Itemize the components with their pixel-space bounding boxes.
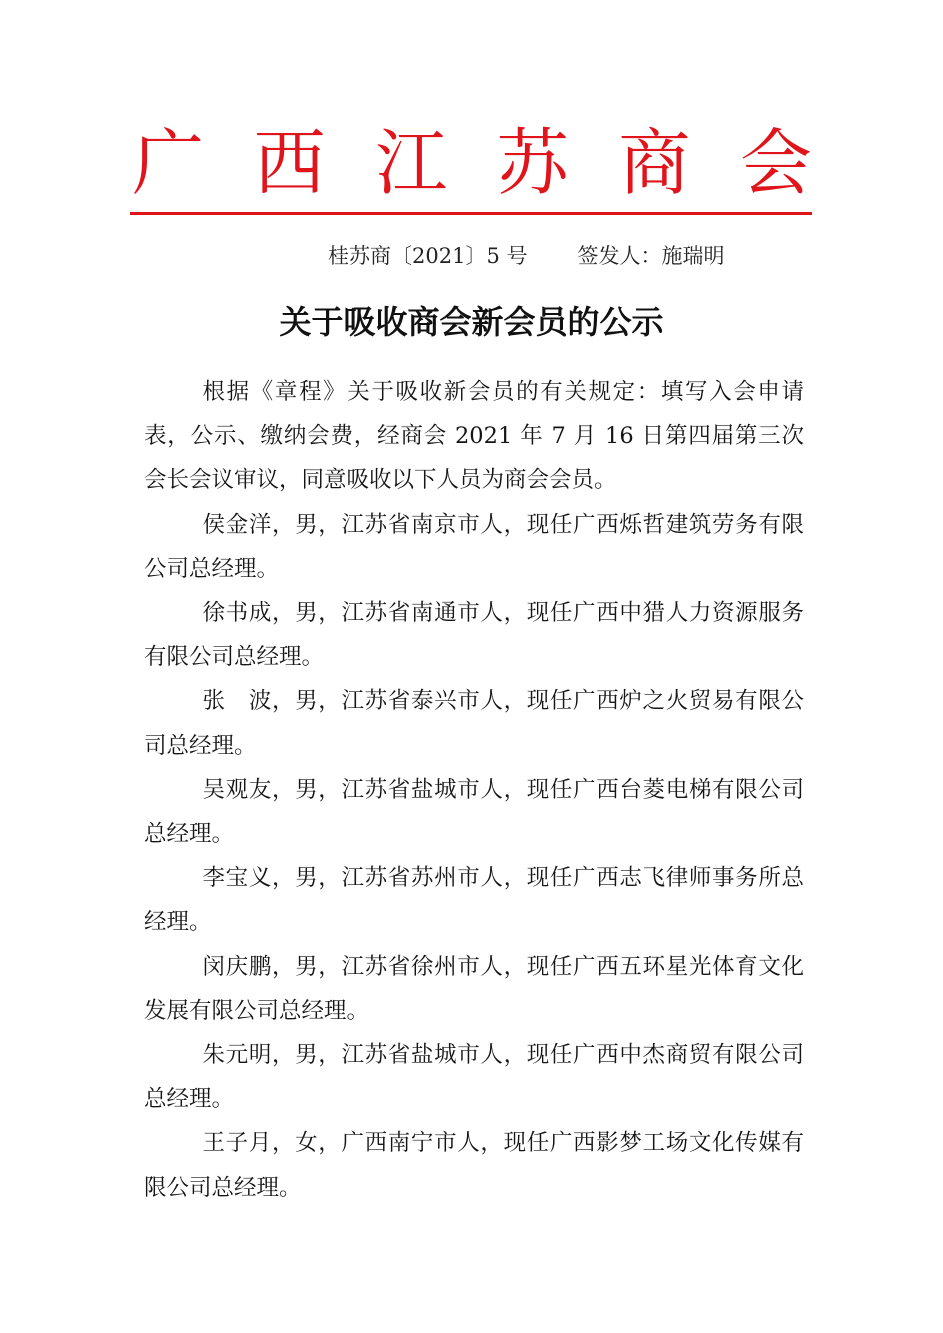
member-paragraph: 侯金洋，男，江苏省南京市人，现任广西烁哲建筑劳务有限公司总经理。 [144, 511, 804, 582]
member-paragraph: 朱元明，男，江苏省盐城市人，现任广西中杰商贸有限公司总经理。 [144, 1042, 804, 1113]
member-paragraph: 李宝义，男，江苏省苏州市人，现任广西志飞律师事务所总经理。 [144, 865, 804, 936]
org-name-char: 商 [618, 121, 691, 205]
notice-title: 关于吸收商会新会员的公示 [279, 303, 664, 341]
intro-paragraph: 根据《章程》关于吸收新会员的有关规定：填写入会申请表，公示、缴纳会费，经商会 2021 年 7 月 16 日第四届第三次会长会议审议，同意吸收以下人员为商会会员。 [144, 379, 804, 494]
organization-name-header [132, 118, 812, 208]
org-name-char: 苏 [496, 121, 569, 205]
member-paragraph: 王子月，女，广西南宁市人，现任广西影梦工场文化传媒有限公司总经理。 [144, 1130, 804, 1201]
member-paragraph: 张 波，男，江苏省泰兴市人，现任广西炉之火贸易有限公司总经理。 [144, 688, 804, 759]
member-paragraph: 徐书成，男，江苏省南通市人，现任广西中猎人力资源服务有限公司总经理。 [144, 600, 804, 671]
org-name-char: 西 [253, 121, 326, 205]
document-number: 桂苏商〔2021〕5 号 [328, 244, 528, 268]
document-number-line [328, 238, 798, 274]
org-name-char: 广 [132, 121, 205, 205]
notice-body [144, 370, 804, 1210]
header-red-divider [130, 212, 812, 215]
signer: 签发人：施瑞明 [577, 244, 725, 268]
member-paragraph: 吴观友，男，江苏省盐城市人，现任广西台菱电梯有限公司总经理。 [144, 776, 804, 848]
org-name-char: 江 [375, 121, 448, 205]
org-name-char: 会 [739, 121, 812, 205]
member-paragraph: 闵庆鹏，男，江苏省徐州市人，现任广西五环星光体育文化发展有限公司总经理。 [144, 953, 804, 1024]
